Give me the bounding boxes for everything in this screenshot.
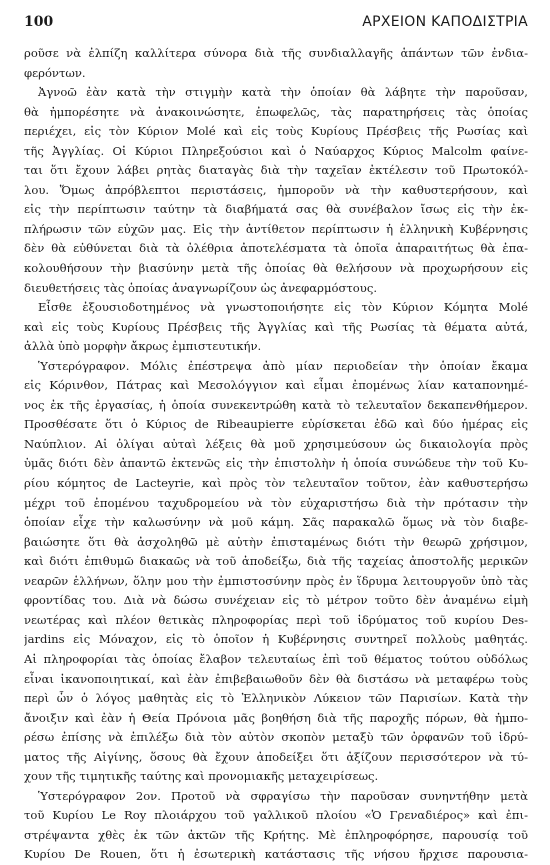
text-line: καὶ διότι ἐπιθυμῶ διακαῶς νὰ τοῦ ἀποδείξω, διὰ τῆς ταχείας ἀποστολῆς μερικῶν	[24, 554, 528, 569]
text-line: ἀλλὰ ὑπὸ μορφὴν ἄκρως ἐμπιστευτικήν.	[24, 339, 262, 354]
text-line: φροντίδας του. Διὰ νὰ δώσω συνέχειαν εἰς τὸ μέτρον τοῦτο δὲν ἀναμένω εἰμὴ	[24, 593, 528, 608]
text-line: κολουθήσουν τὴν βιασύνην μετὰ τῆς ὁποίας θὰ θελήσουν νὰ προχωρήσουν εἰς	[24, 261, 528, 276]
text-line: ρέσω ἐπίσης νὰ ἐπιλέξω διὰ τὸν αὐτὸν σκοπὸν μεταξὺ τῶν ὀρφανῶν τοῦ ἱδρύ-	[24, 730, 528, 745]
text-line: ἄνοιξιν καὶ ἐὰν ἡ Θεία Πρόνοια μᾶς βοηθήση διὰ τῆς παροχῆς πόρων, θὰ ἠμπο-	[24, 710, 528, 725]
text-line: jardins εἰς Μόναχον, εἰς τὸ ὁποῖον ἡ Κυβέρνησις συντηρεῖ πολλοὺς μαθητάς.	[24, 632, 528, 647]
text-line: χουν τῆς τιμητικῆς ταύτης καὶ προνομιακῆς μεταχειρίσεως.	[24, 769, 379, 784]
page-number: 100	[24, 14, 54, 30]
text-line: στρέψαντα χθὲς ἐκ τῶν ἀκτῶν τῆς Κρήτης. Μὲ ἐπληροφόρησε, παρουσίᾳ τοῦ	[24, 827, 528, 842]
text-line: πλήρωσιν τῶν εὐχῶν μας. Εἰς τὴν ἀντίθετον περίπτωσιν ἡ ἑλληνικὴ Κυβέρνησις	[24, 221, 528, 236]
text-line: Εἶσθε ἐξουσιοδοτημένος νὰ γνωστοποιήσητε εἰς τὸν Κύριον Κόμητα Molé	[38, 300, 528, 315]
text-line: λου. Ὅμως ἀπρόβλεπτοι περιστάσεις, ἠμποροῦν νὰ τὴν καθυστερήσουν, καὶ	[24, 182, 528, 197]
text-line: Κυρίου De Rouen, ὅτι ἡ ἐσωτερικὴ κατάστασις τῆς νήσου ἤρχισε παρουσια-	[24, 847, 528, 862]
text-line: ὁποίαν εἶχε τὴν καλωσύνην νὰ μοῦ κάμη. Σᾶς παρακαλῶ ὅμως νὰ τὸν διαβε-	[24, 515, 528, 530]
text-line: ματος τῆς Αἰγίνης, ὅσους θὰ ἔχουν ἀποδείξει ὅτι ἀξίζουν περισσότερον νὰ τύ-	[24, 749, 528, 764]
text-line: τῆς Ἀγγλίας. Οἱ Κύριοι Πληρεξούσιοι καὶ ὁ Ναύαρχος Κύριος Malcolm φαίνε-	[24, 143, 528, 158]
text-line: διευθετήσεις τὰς ὁποίας ἀναγνωρίζουν ὡς ἀνεφαρμόστους.	[24, 280, 377, 295]
text-line: ρίου κόμητος de Lacteyrie, καὶ πρὸς τὸν τελευταῖον τοῦτον, ἐὰν καθυστερήσω	[24, 476, 528, 491]
text-line: Ἀγνοῶ ἐὰν κατὰ τὴν στιγμὴν κατὰ τὴν ὁποίαν θὰ λάβητε τὴν παροῦσαν,	[38, 85, 528, 100]
text-line: μέχρι τοῦ ἐπομένου ταχυδρομείου νὰ τὸν εὐχαριστήσω διὰ τὴν πρότασιν τὴν	[24, 495, 528, 510]
text-line: Ὑστερόγραφον 2ον. Προτοῦ νὰ σφραγίσω τὴν παροῦσαν συνηντήθην μετὰ	[38, 788, 528, 803]
text-line: νος ἐκ τῆς ἐργασίας, ἡ ὁποία συνεκεντρώθη κατὰ τὸ τελευταῖον δεκαπενθήμερον.	[24, 397, 528, 412]
text-line: θὰ ἠμπορέσητε νὰ ἀνακοινώσητε, ἐπωφελῶς, τὰς παρατηρήσεις τὰς ὁποίας	[24, 104, 528, 119]
text-line: ται ὅτι ἔχουν λάβει ρητὰς διαταγὰς διὰ τὴν ταχεῖαν ἐκτέλεσιν τοῦ Πρωτοκόλ-	[24, 163, 528, 178]
text-line: Ναύπλιον. Αἱ ὀλίγαι αὐταὶ λέξεις θὰ μοῦ χρησιμεύσουν ὡς δικαιολογία πρὸς	[24, 436, 528, 451]
page-header	[24, 14, 528, 38]
text-line: καὶ εἰς τοὺς Κυρίους Πρέσβεις τῆς Ἀγγλίας καὶ τῆς Ρωσίας τὰ θέματα αὐτά,	[24, 319, 528, 334]
text-line: Αἱ πληροφορίαι τὰς ὁποίας ἔλαβον τελευταίως ἐπὶ τοῦ θέματος τούτου οὐδόλως	[24, 651, 528, 666]
text-line: περιέχει, εἰς τὸν Κύριον Molé καὶ εἰς τοὺς Κυρίους Πρέσβεις τῆς Ρωσίας καὶ	[24, 124, 528, 139]
text-line: νεαρῶν ἑλλήνων, ὅλην μου τὴν ἐμπιστοσύνην πρὸς ἐν ἵδρυμα λειτουργοῦν ὑπὸ τὰς	[24, 573, 528, 588]
text-line: εἰς Κόρινθον, Πάτρας καὶ Μεσολόγγιον καὶ εἶμαι ἐπομένως λίαν καταπονημέ-	[24, 378, 528, 393]
text-line: ροῦσε νὰ ἐλπίζη καλλίτερα σύνορα διὰ τῆς συνδιαλλαγῆς ἁπάντων τῶν ἐνδια-	[24, 46, 528, 60]
running-title: ΑΡΧΕΙΟΝ ΚΑΠΟΔΙΣΤΡΙΑ	[362, 14, 528, 30]
text-line: δὲν θὰ εὐθύνεται διὰ τὰ ὀλέθρια ἀποτελέσματα τὰ ὁποῖα ἀπαραιτήτως θὰ ἐπα-	[24, 241, 528, 256]
text-line: νεωτέρας καὶ πλέον θετικὰς πληροφορίας περὶ τοῦ ἱδρύματος τοῦ κυρίου Des-	[24, 612, 528, 627]
text-line: τοῦ Κυρίου Le Roy πλοιάρχου τοῦ γαλλικοῦ πλοίου «Ὁ Γρεναδιέρος» καὶ ἐπι-	[24, 808, 528, 823]
text-line: περὶ ὧν ὁ λόγος μαθητὰς εἰς τὸ Ἑλληνικὸν Λύκειον τῶν Παρισίων. Κατὰ τὴν	[24, 691, 528, 706]
text-line: φερόντων.	[24, 65, 86, 80]
text-line: Προσθέσατε ὅτι ὁ Κύριος de Ribeaupierre εὑρίσκεται ἐδῶ καὶ δύο ἡμέρας εἰς	[24, 417, 528, 432]
text-line: εἰς τὴν περίπτωσιν ταύτην τὰ διαβήματά σας θὰ συνέβαλον ἴσως εἰς τὴν ἐκ-	[24, 202, 528, 217]
text-line: εἶναι ἱκανοποιητικαί, καὶ ἐὰν ἐπιβεβαιωθοῦν δὲν θὰ διστάσω νὰ μεταφέρω τοὺς	[24, 671, 528, 686]
text-line: Ὑστερόγραφον. Μόλις ἐπέστρεψα ἀπὸ μίαν περιοδείαν τὴν ὁποίαν ἔκαμα	[38, 358, 528, 373]
document-body	[24, 44, 528, 865]
text-line: βαιώσητε ὅτι θὰ ἀσχοληθῶ μὲ αὐτὴν ἐπισταμένως διότι τὴν θεωρῶ χρήσιμον,	[24, 534, 528, 549]
text-line: ὑμᾶς διότι δὲν ἀπαντῶ ἐκτενῶς εἰς τὴν ἐπιστολὴν ἡ ὁποία συνώδευε τὴν τοῦ Κυ-	[24, 456, 528, 471]
